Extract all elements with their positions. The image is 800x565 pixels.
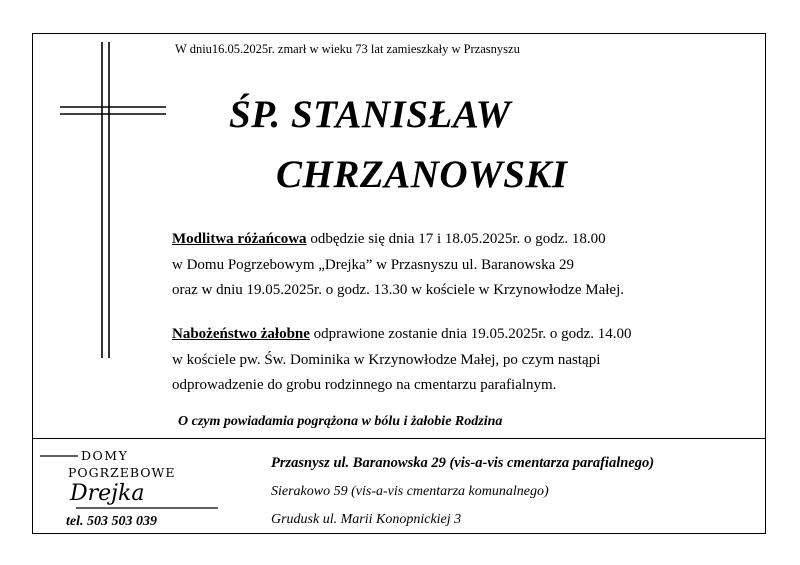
rosary-heading: Modlitwa różańcowa xyxy=(172,231,307,247)
closing-line: O czym powiadamia pogrążona w bólu i żałobie Rodzina xyxy=(178,414,503,429)
service-heading: Nabożeństwo żałobne xyxy=(172,326,310,342)
rosary-line1 xyxy=(172,227,624,253)
footer-divider xyxy=(32,438,766,439)
deceased-name-line1: ŚP. STANISŁAW xyxy=(229,93,511,136)
cross-icon xyxy=(58,40,168,360)
deceased-name-line2: CHRZANOWSKI xyxy=(276,153,568,196)
phone-number: tel. 503 503 039 xyxy=(66,514,157,529)
death-info-line: W dniu16.05.2025r. zmarł w wieku 73 lat zamieszkały w Przasnyszu xyxy=(175,42,520,56)
rosary-line2: w Domu Pogrzebowym „Drejka” w Przasnyszu ul. Baranowska 29 xyxy=(172,256,574,273)
rosary-line3: oraz w dniu 19.05.2025r. o godz. 13.30 w kościele w Krzynowłodze Małej. xyxy=(172,282,624,298)
logo-top-text: DOMY xyxy=(81,448,129,463)
rosary-paragraph xyxy=(172,227,624,304)
rosary-line1-text: odbędzie się dnia 17 i 18.05.2025r. o godz. 18.00 xyxy=(306,231,606,247)
address-line3: Grudusk ul. Marii Konopnickiej 3 xyxy=(271,512,462,527)
address-line1: Przasnysz ul. Baranowska 29 (vis-a-vis cmentarza parafialnego) xyxy=(271,455,655,471)
logo-script-text: Drejka xyxy=(70,481,145,506)
service-line1 xyxy=(172,322,632,348)
address-line2: Sierakowo 59 (vis-a-vis cmentarza komunalnego) xyxy=(271,484,549,499)
service-line1-text: odprawione zostanie dnia 19.05.2025r. o godz. 14.00 xyxy=(309,326,632,342)
service-line3: odprowadzenie do grobu rodzinnego na cmentarzu parafialnym. xyxy=(172,377,557,393)
service-paragraph xyxy=(172,322,632,399)
logo-mid-text: POGRZEBOWE xyxy=(68,465,176,480)
service-line2: w kościele pw. Św. Dominika w Krzynowłodze Małej, po czym nastąpi xyxy=(172,351,601,368)
